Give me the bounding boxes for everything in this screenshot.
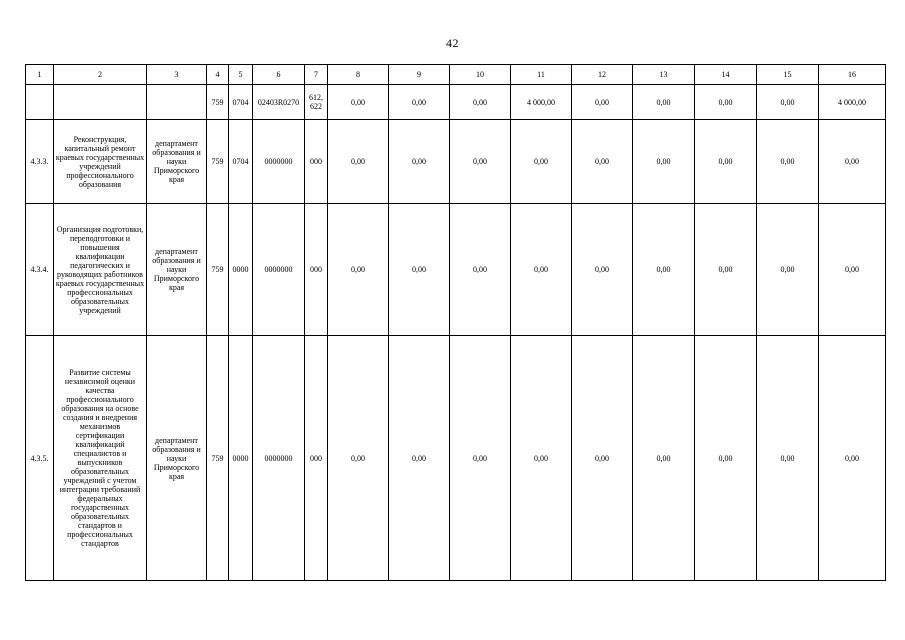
budget-table (25, 64, 886, 581)
row-value: 4 000,00 (819, 85, 886, 120)
row-value: 0,00 (757, 120, 819, 204)
row-vr: 000 (305, 336, 328, 581)
col-header: 2 (54, 65, 147, 85)
col-header: 3 (147, 65, 207, 85)
col-header: 13 (633, 65, 695, 85)
col-header: 8 (328, 65, 389, 85)
row-value: 0,00 (450, 336, 511, 581)
col-header: 7 (305, 65, 328, 85)
row-gr: 759 (207, 85, 229, 120)
row-department: департамент образования и науки Приморского края (147, 204, 207, 336)
row-value: 0,00 (757, 204, 819, 336)
row-number: 4.3.4. (26, 204, 54, 336)
row-value: 0,00 (757, 336, 819, 581)
page-number: 42 (446, 36, 459, 50)
row-gr: 759 (207, 120, 229, 204)
row-csr: 0000000 (253, 336, 305, 581)
row-csr: 0000000 (253, 120, 305, 204)
col-header: 15 (757, 65, 819, 85)
row-value: 0,00 (328, 204, 389, 336)
row-csr: 02403R0270 (253, 85, 305, 120)
col-header: 12 (572, 65, 633, 85)
row-vr: 000 (305, 204, 328, 336)
row-value: 0,00 (695, 336, 757, 581)
row-value: 4 000,00 (511, 85, 572, 120)
row-csr: 0000000 (253, 204, 305, 336)
row-value: 0,00 (389, 336, 450, 581)
row-value: 0,00 (572, 120, 633, 204)
table-row (26, 204, 886, 336)
row-value: 0,00 (389, 204, 450, 336)
row-rz: 0000 (229, 336, 253, 581)
row-rz: 0704 (229, 85, 253, 120)
row-value: 0,00 (695, 204, 757, 336)
table-row (26, 120, 886, 204)
row-description: Развитие системы независимой оценки качества профессионального образования на основе создания и внедрения механизмов сертификации квалификаций специалистов и выпускников образовательных учреждений с учетом интеграции требований федеральных государственных образовательных стандартов и профессиональных стандартов (54, 336, 147, 581)
col-header: 16 (819, 65, 886, 85)
row-value: 0,00 (450, 204, 511, 336)
row-value: 0,00 (633, 336, 695, 581)
row-value: 0,00 (572, 336, 633, 581)
row-value: 0,00 (757, 85, 819, 120)
col-header: 9 (389, 65, 450, 85)
row-number: 4.3.3. (26, 120, 54, 204)
row-value: 0,00 (633, 85, 695, 120)
col-header: 4 (207, 65, 229, 85)
row-department: департамент образования и науки Приморского края (147, 120, 207, 204)
row-value: 0,00 (572, 85, 633, 120)
col-header: 10 (450, 65, 511, 85)
row-number: 4.3.5. (26, 336, 54, 581)
row-rz: 0704 (229, 120, 253, 204)
row-value: 0,00 (633, 120, 695, 204)
row-value: 0,00 (389, 85, 450, 120)
col-header: 1 (26, 65, 54, 85)
row-value: 0,00 (695, 85, 757, 120)
col-header: 11 (511, 65, 572, 85)
row-value: 0,00 (450, 120, 511, 204)
row-value: 0,00 (695, 120, 757, 204)
row-value: 0,00 (633, 204, 695, 336)
row-value: 0,00 (819, 336, 886, 581)
row-department (147, 85, 207, 120)
row-value: 0,00 (450, 85, 511, 120)
col-header: 14 (695, 65, 757, 85)
row-value: 0,00 (511, 204, 572, 336)
row-vr: 612, 622 (305, 85, 328, 120)
row-description (54, 85, 147, 120)
row-description: Организация подготовки, переподготовки и повышения квалификации педагогических и руководящих работников краевых государственных профессиональных образовательных учреждений (54, 204, 147, 336)
row-value: 0,00 (819, 204, 886, 336)
col-header: 6 (253, 65, 305, 85)
row-value: 0,00 (819, 120, 886, 204)
row-vr: 000 (305, 120, 328, 204)
row-department: департамент образования и науки Приморского края (147, 336, 207, 581)
row-rz: 0000 (229, 204, 253, 336)
row-number (26, 85, 54, 120)
row-value: 0,00 (328, 336, 389, 581)
row-gr: 759 (207, 204, 229, 336)
row-value: 0,00 (511, 120, 572, 204)
row-value: 0,00 (328, 120, 389, 204)
table-row (26, 85, 886, 120)
row-value: 0,00 (572, 204, 633, 336)
header-row (26, 65, 886, 85)
row-description: Реконструкция, капитальный ремонт краевых государственных учреждений профессионального образования (54, 120, 147, 204)
row-value: 0,00 (389, 120, 450, 204)
row-value: 0,00 (511, 336, 572, 581)
row-gr: 759 (207, 336, 229, 581)
row-value: 0,00 (328, 85, 389, 120)
col-header: 5 (229, 65, 253, 85)
table-row (26, 336, 886, 581)
